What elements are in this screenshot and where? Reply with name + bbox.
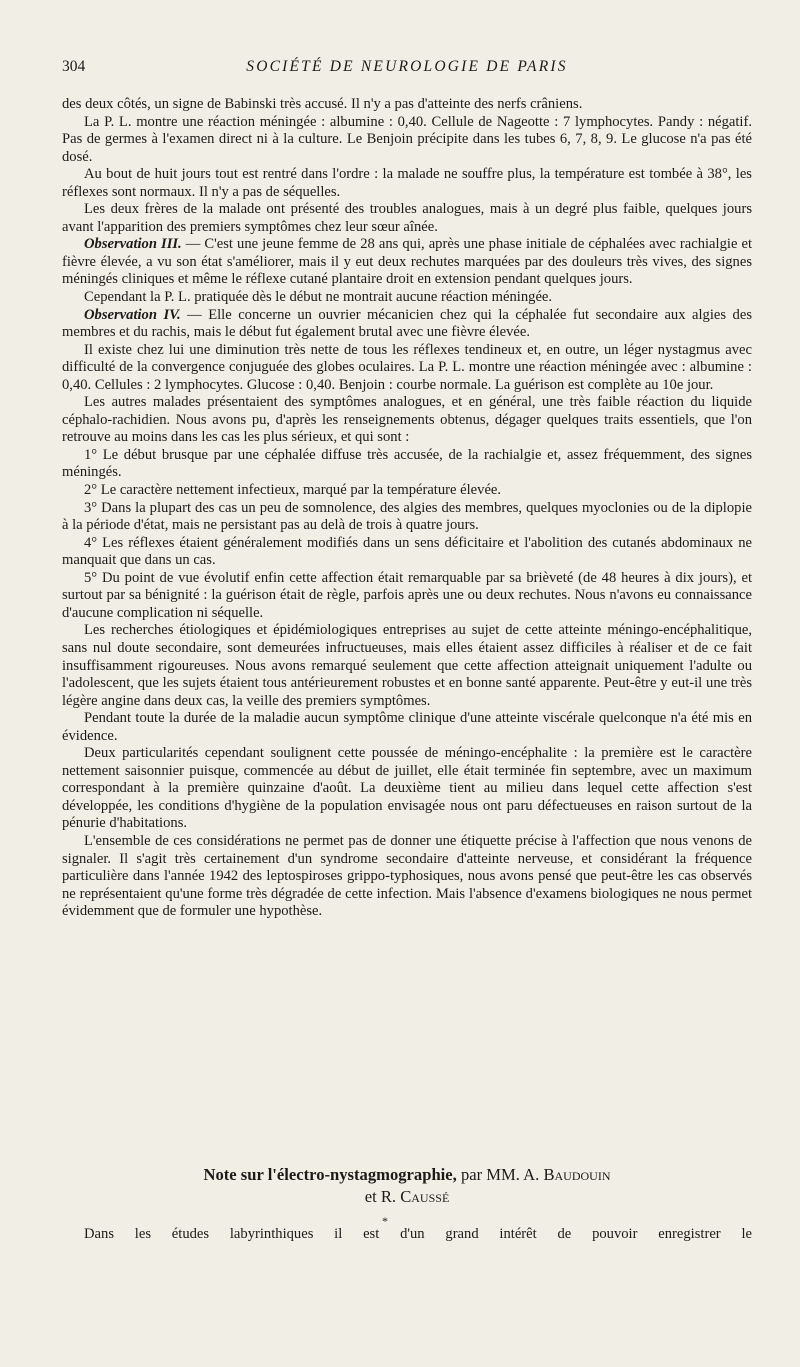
paragraph [62,236,752,289]
note-line2-prefix: et R. [364,1187,401,1206]
paragraph-text: 1° Le début brusque par une céphalée diffuse très accusée, de la rachialgie et, assez fréquemment, des signes méningés. [62,446,752,481]
paragraph [62,447,752,482]
paragraph [62,114,752,167]
article-body [62,96,752,921]
paragraph-text: Les deux frères de la malade ont présenté des troubles analogues, mais à un degré plus faible, quelques jours avant l'apparition des premiers symptômes chez leur sœur aînée. [62,201,752,235]
page-number: 304 [62,58,86,75]
paragraph-text: 2° Le caractère nettement infectieux, marqué par la température élevée. [84,482,502,499]
paragraph-text: Il existe chez lui une diminution très nette de tous les réflexes tendineux et, en outre, un léger nystagmus avec difficulté de la convergence conjuguée des globes oculaires. La P. L. montre une réaction méningée avec : albumine : 0,40. Cellules : 2 lymphocytes. Glucose : 0,40. Benjoin : courbe normale. La guérison est complète au 10e jour. [62,341,752,393]
paragraph [62,622,752,710]
observation-label: Observation III. [84,236,182,253]
paragraph [62,289,752,307]
paragraph-text: La P. L. montre une réaction méningée : albumine : 0,40. Cellule de Nageotte : 7 lymphocytes. Pandy : négatif. Pas de germes à l'examen direct ni à la culture. Le Benjoin précipite dans les tubes 6, 7, 8, 9. Le glucose n'a pas été dosé. [62,113,752,165]
paragraph-text: Les autres malades présentaient des symptômes analogues, et en général, une très faible réaction du liquide céphalo-rachidien. Nous avons pu, d'après les renseignements obtenus, dégager quelques traits essentiels, que l'on retrouve au moins dans les cas les plus sérieux, et qui sont : [62,394,752,446]
paragraph [62,96,752,114]
paragraph [62,394,752,447]
paragraph-text: — Elle concerne un ouvrier mécanicien chez qui la céphalée fut secondaire aux algies des membres et du rachis, mais le début fut également brutal avec une fièvre élevée. [62,306,752,341]
author-causse: Caussé [400,1187,450,1206]
running-head: SOCIÉTÉ DE NEUROLOGIE DE PARIS [246,58,568,75]
author-baudouin: Baudouin [543,1165,611,1184]
note-title [62,1164,752,1208]
separator-mark: * [382,1214,388,1228]
paragraph-text: Les recherches étiologiques et épidémiologiques entreprises au sujet de cette atteinte méningo-encéphalitique, sans nul doute secondaire, sont demeurées infructueuses, mais elles étaient assez difficiles à réaliser et de ce fait insuffisamment rigoureuses. Nous avons remarqué seulement que cette affection atteignait uniquement l'adulte ou l'adolescent, que les sujets étaient tous antérieurement robustes et en bonne santé apparente. Peut-être y eut-il une très légère angine dans deux cas, la veille des premiers symptômes. [62,622,752,709]
paragraph [62,166,752,201]
paragraph [62,500,752,535]
paragraph-text: — C'est une jeune femme de 28 ans qui, après une phase initiale de céphalées avec rachialgie et fièvre élevée, a vu son état s'améliorer, mais il y eut deux rechutes marquées par des douleurs très vives, des signes méningés cliniques et même le réflexe cutané plantaire droit en extension pendant quelques jours. [62,236,752,288]
observation-label: Observation IV. [84,306,181,323]
paragraph [62,833,752,921]
paragraph-text: Au bout de huit jours tout est rentré dans l'ordre : la malade ne souffre plus, la température est tombée à 38°, les réflexes sont normaux. Il n'y a pas de séquelles. [62,166,752,200]
note-by: par MM. A. [456,1165,544,1184]
paragraph [62,535,752,570]
paragraph-text: Pendant toute la durée de la maladie aucun symptôme clinique d'une atteinte viscérale quelconque n'a été mis en évidence. [62,710,752,744]
paragraph [62,570,752,623]
paragraph [62,342,752,395]
note-title-text: Note sur l'électro-nystagmographie, [203,1165,457,1184]
paragraph [62,745,752,833]
paragraph-text: des deux côtés, un signe de Babinski très accusé. Il n'y a pas d'atteinte des nerfs crâniens. [62,96,583,112]
paragraph [62,201,752,236]
paragraph-text: Deux particularités cependant soulignent cette poussée de méningo-encéphalite : la première est le caractère nettement saisonnier puisque, commencée au début de juillet, elle était terminée fin septembre, avec un maximum correspondant à la première quinzaine d'août. La deuxième tient au milieu dans lequel cette affection s'est développée, les conditions d'hygiène de la population envisagée nous ont paru défectueuses en raison surtout de la pénurie d'habitations. [62,745,752,832]
paragraph [62,482,752,500]
note-first-line: Dans les études labyrinthiques il est d'un grand intérêt de pouvoir enregistrer le [84,1226,752,1242]
paragraph-text: L'ensemble de ces considérations ne permet pas de donner une étiquette précise à l'affection que nous venons de signaler. Il s'agit très certainement d'un syndrome secondaire d'atteinte nerveuse, et considérant la fréquence particulière dans l'année 1942 des leptospiroses grippo-typhosiques, nous avons pensé que peut-être les cas observés ne représentaient qu'une forme très dégradée de cette infection. Mais l'absence d'examens biologiques ne nous permet évidemment que de formuler une hypothèse. [62,832,752,920]
page-header [62,58,752,82]
paragraph-text: Cependant la P. L. pratiquée dès le début ne montrait aucune réaction méningée. [84,289,553,306]
paragraph-text: 4° Les réflexes étaient généralement modifiés dans un sens déficitaire et l'abolition des cutanés abdominaux ne manquait que dans un cas. [62,534,752,569]
paragraph [62,307,752,342]
paragraph-text: 3° Dans la plupart des cas un peu de somnolence, des algies des membres, quelques myoclonies ou de la diplopie à la période d'état, mais ne persistant pas au delà de trois à quatre jours. [62,499,752,534]
paragraph [62,710,752,745]
paragraph-text: 5° Du point de vue évolutif enfin cette affection était remarquable par sa brièveté (de 48 heures à dix jours), et surtout par sa bénignité : la guérison était de règle, parfois après une ou deux rechutes. Nous n'avons eu connaissance d'aucune complication ni séquelle. [62,569,752,621]
